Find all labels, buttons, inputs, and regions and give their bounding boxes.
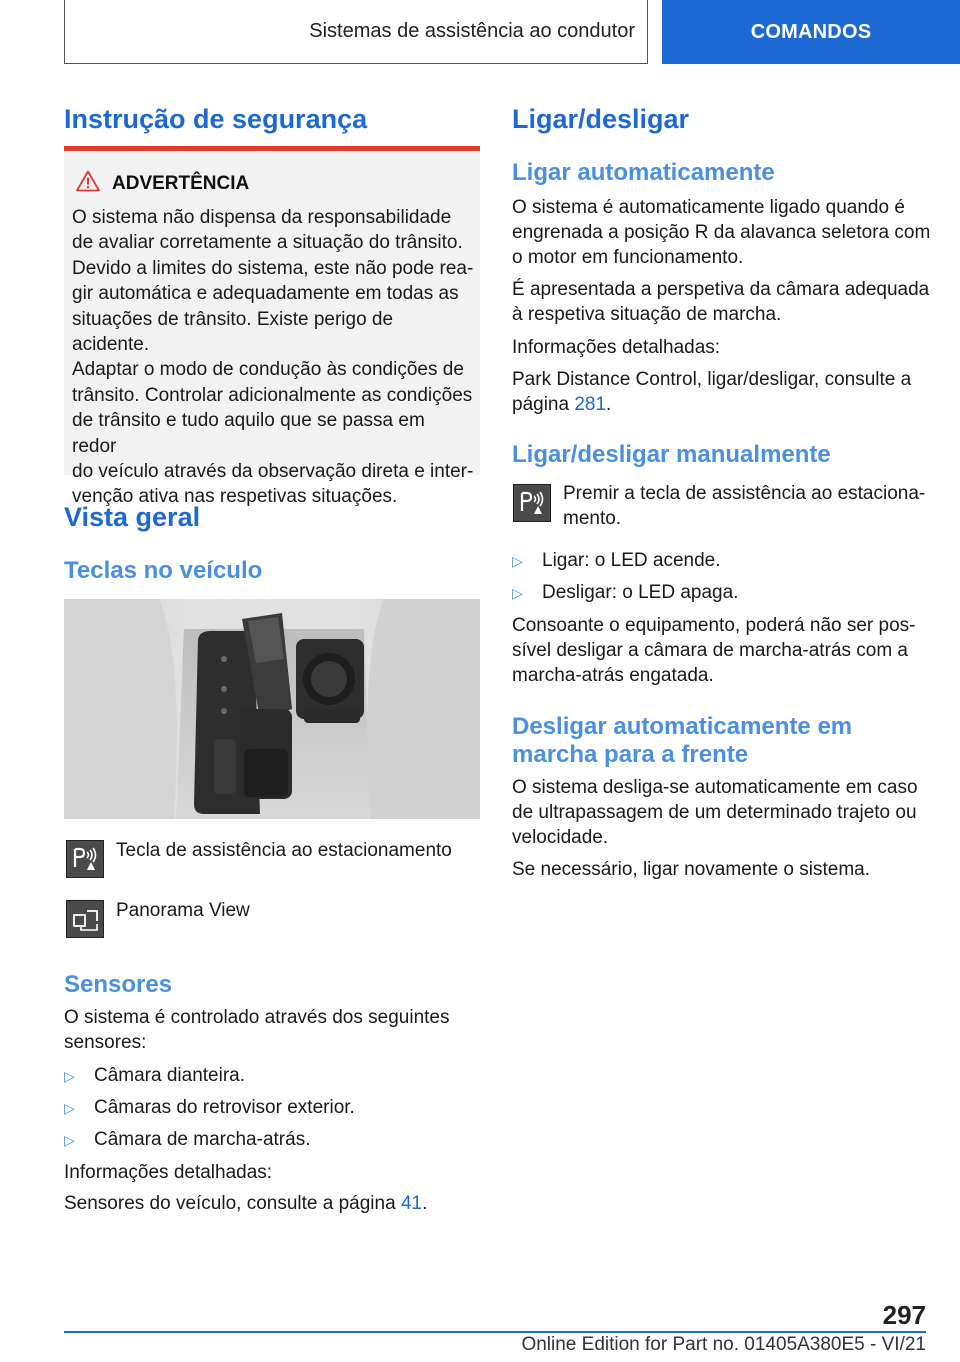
equipment-text: sível desligar a câmara de marcha-atrás com a <box>512 640 908 661</box>
auto-on-text: O sistema é automaticamente ligado quando é <box>512 197 905 218</box>
warning-line: Adaptar o modo de condução às condições de <box>72 359 464 381</box>
overview-heading: Vista geral <box>64 502 201 532</box>
bullet-triangle-icon: ▷ <box>512 553 523 569</box>
warning-line: do veículo através da observação direta e inter- <box>72 461 474 483</box>
footer-divider <box>64 1331 926 1333</box>
equipment-text: Consoante o equipamento, poderá não ser pos- <box>512 615 916 636</box>
chapter-tab[interactable] <box>662 0 960 64</box>
parking-assist-key-icon <box>513 484 551 522</box>
manual-text: Premir a tecla de assistência ao estaciona- <box>563 483 926 504</box>
parking-assist-key-label: Tecla de assistência ao estacionamento <box>116 840 452 861</box>
sensors-intro-line: sensores: <box>64 1032 147 1053</box>
parking-assist-key-icon <box>66 840 104 878</box>
sensors-heading: Sensores <box>64 971 173 998</box>
auto-off-heading: Desligar automaticamente em <box>512 713 853 740</box>
perspective-text: É apresentada a perspetiva da câmara adequada <box>512 279 930 300</box>
info-label: Informações detalhadas: <box>64 1162 273 1183</box>
list-item: ▷ Câmaras do retrovisor exterior. <box>64 1095 355 1121</box>
warning-line: O sistema não dispensa da responsabilidade <box>72 207 452 228</box>
page-link-281[interactable]: 281 <box>574 394 607 415</box>
edition-footer: Online Edition for Part no. 01405A380E5 - VI/21 <box>521 1334 926 1355</box>
equipment-text: marcha-atrás engatada. <box>512 665 714 686</box>
running-header <box>64 0 648 64</box>
bullet-triangle-icon: ▷ <box>64 1132 75 1148</box>
auto-off-text: de ultrapassagem de um determinado trajeto ou <box>512 802 917 823</box>
warning-line: situações de trânsito. Existe perigo de acidente. <box>72 308 394 356</box>
page-number: 297 <box>882 1300 926 1330</box>
page-link-41[interactable]: 41 <box>400 1193 423 1214</box>
panorama-view-key-icon <box>66 900 104 938</box>
list-item: ▷ Ligar: o LED acende. <box>512 548 721 574</box>
perspective-text: à respetiva situação de marcha. <box>512 304 782 325</box>
warning-label: ADVERTÊNCIA <box>112 173 250 194</box>
center-console-photo <box>64 599 480 819</box>
manual-text: mento. <box>563 508 622 529</box>
warning-triangle-icon <box>76 170 100 192</box>
auto-on-text: engrenada a posição R da alavanca seletora com <box>512 222 931 243</box>
pdc-reference: página 281. <box>512 394 612 415</box>
warning-text <box>72 205 474 510</box>
bullet-triangle-icon: ▷ <box>64 1100 75 1116</box>
list-item: ▷ Desligar: o LED apaga. <box>512 580 738 606</box>
safety-heading: Instrução de segurança <box>64 104 368 134</box>
warning-line: venção ativa nas respetivas situações. <box>72 486 398 508</box>
keys-heading: Teclas no veículo <box>64 557 263 584</box>
pdc-reference: Park Distance Control, ligar/desligar, consulte a <box>512 369 912 390</box>
sensors-reference: Sensores do veículo, consulte a página 41. <box>64 1193 428 1214</box>
warning-line: trânsito. Controlar adicionalmente as condições <box>72 384 473 406</box>
sensors-intro-line: O sistema é controlado através dos seguintes <box>64 1007 450 1028</box>
bullet-triangle-icon: ▷ <box>512 585 523 601</box>
warning-line: de avaliar corretamente a situação do trânsito. <box>72 232 463 254</box>
restart-text: Se necessário, ligar novamente o sistema. <box>512 859 871 880</box>
list-item: ▷ Câmara de marcha-atrás. <box>64 1127 310 1153</box>
manual-heading: Ligar/desligar manualmente <box>512 441 831 468</box>
info-label: Informações detalhadas: <box>512 337 721 358</box>
chapter-label: COMANDOS <box>750 20 872 43</box>
panorama-view-key-label: Panorama View <box>116 900 250 921</box>
warning-line: gir automática e adequadamente em todas as <box>72 283 459 305</box>
auto-off-text: velocidade. <box>512 827 609 848</box>
list-item: ▷ Câmara dianteira. <box>64 1063 245 1089</box>
bullet-triangle-icon: ▷ <box>64 1068 75 1084</box>
warning-line: Devido a limites do sistema, este não pode rea- <box>72 257 474 279</box>
onoff-heading: Ligar/desligar <box>512 104 690 134</box>
warning-line: de trânsito e tudo aquilo que se passa em redor <box>72 410 425 457</box>
auto-off-text: O sistema desliga-se automaticamente em caso <box>512 777 918 798</box>
auto-on-text: o motor em funcionamento. <box>512 247 744 268</box>
auto-off-heading: marcha para a frente <box>512 741 749 768</box>
section-title: Sistemas de assistência ao condutor <box>309 20 635 42</box>
auto-on-heading: Ligar automaticamente <box>512 159 775 186</box>
